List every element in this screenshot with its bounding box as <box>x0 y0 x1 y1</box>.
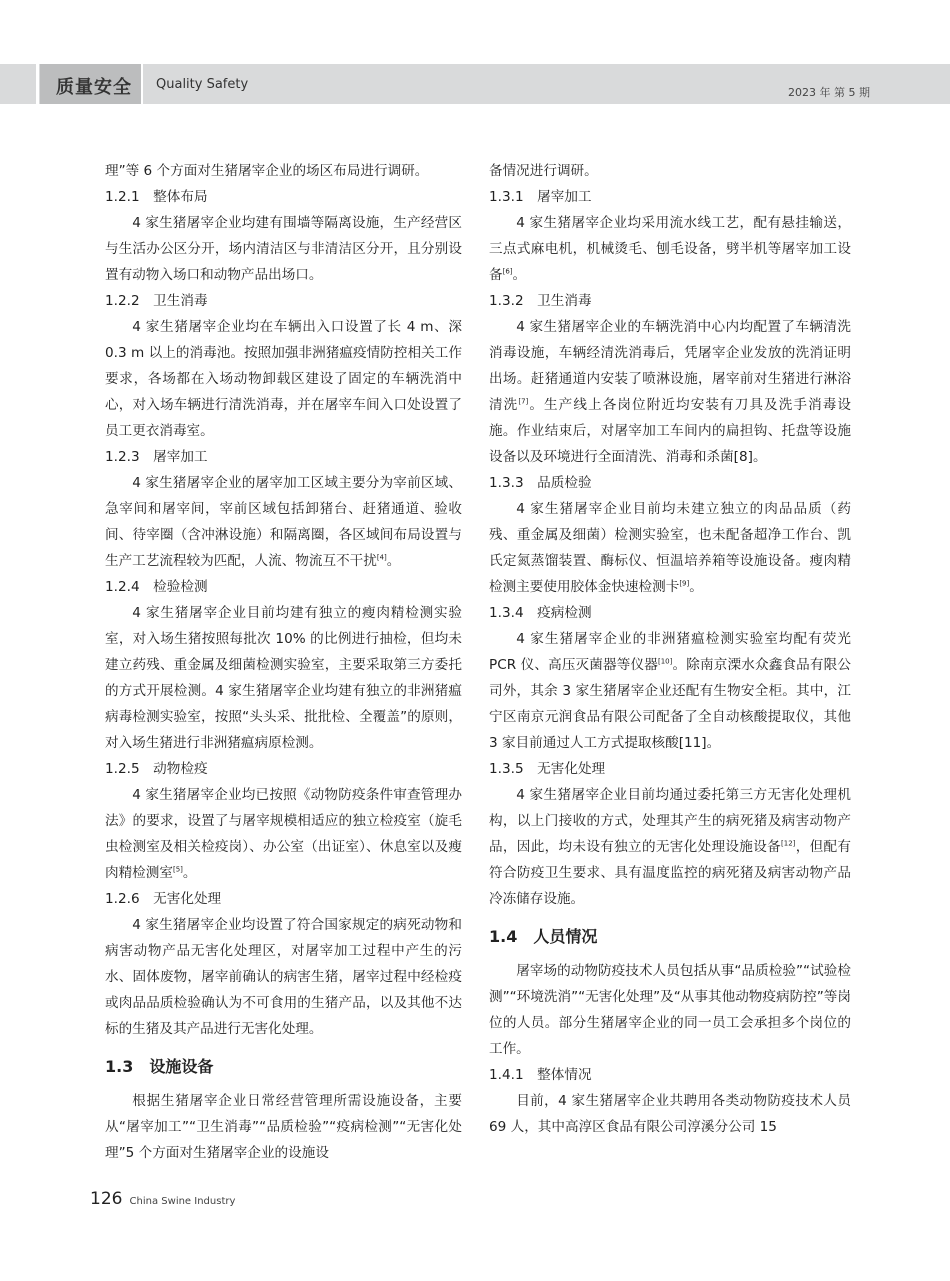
text: 4 家生猪屠宰企业均采用流水线工艺，配有悬挂输送，三点式麻电机，机械烫毛、刨毛设备，劈半机等屠宰加工设备 <box>489 215 851 283</box>
text: 。 <box>182 865 197 881</box>
text: 1.3.4 疫病检测 <box>489 605 592 621</box>
subsection-heading <box>489 288 851 314</box>
paragraph <box>105 210 462 288</box>
citation: [7] <box>518 397 529 406</box>
paragraph <box>105 600 462 756</box>
subsection-heading <box>489 470 851 496</box>
text: 根据生猪屠宰企业日常经营管理所需设施设备，主要从“屠宰加工”“卫生消毒”“品质检验”“疫病检测”“无害化处理”5 个方面对生猪屠宰企业的设施设 <box>105 1093 462 1161</box>
text: 理”等 6 个方面对生猪屠宰企业的场区布局进行调研。 <box>105 163 429 179</box>
citation: [5] <box>172 865 183 874</box>
subsection-heading <box>489 184 851 210</box>
text: 1.2.1 整体布局 <box>105 189 208 205</box>
paragraph <box>105 1088 462 1166</box>
subsection-heading <box>489 600 851 626</box>
text: 1.3.1 屠宰加工 <box>489 189 592 205</box>
text: 1.3.3 品质检验 <box>489 475 592 491</box>
text: 1.2.2 卫生消毒 <box>105 293 208 309</box>
paragraph <box>489 626 851 756</box>
subsection-heading <box>489 1062 851 1088</box>
text: ，但配有符合防疫卫生要求、具有温度监控的病死猪及病害动物产品冷冻储存设施。 <box>489 839 852 907</box>
text: 屠宰场的动物防疫技术人员包括从事“品质检验”“试验检测”“环境洗消”“无害化处理”及“从事其他动物疫病防控”等岗位的人员。部分生猪屠宰企业的同一员工会承担多个岗位的工作。 <box>489 963 851 1057</box>
citation: [9] <box>679 579 690 588</box>
subsection-heading <box>105 184 462 210</box>
header-divider-left <box>36 64 39 104</box>
text: 4 家生猪屠宰企业目前均建有独立的瘦肉精检测实验室，对入场生猪按照每批次 10% 的比例进行抽检，但均未建立药残、重金属及细菌检测实验室，主要采取第三方委托的方式开展检测。4 家生猪屠宰企业均建有独立的非洲猪瘟病毒检测实验室，按照“头头采、批批检、全覆盖”的原则，对入场生猪进行非洲猪瘟病原检测。 <box>105 605 462 751</box>
paragraph <box>105 912 462 1042</box>
text: 1.4 人员情况 <box>489 927 598 946</box>
text: 4 家生猪屠宰企业均设置了符合国家规定的病死动物和病害动物产品无害化处理区，对屠宰加工过程中产生的污水、固体废物，屠宰前确认的病害生猪，屠宰过程中经检疫或肉品品质检验确认为不可食用的生猪产品，以及其他不达标的生猪及其产品进行无害化处理。 <box>105 917 462 1037</box>
text: 4 家生猪屠宰企业的车辆洗消中心内均配置了车辆清洗消毒设施，车辆经清洗消毒后，凭屠宰企业发放的洗消证明出场。赶猪通道内安装了喷淋设施，屠宰前对生猪进行淋浴清洗 <box>489 319 851 413</box>
journal-name: China Swine Industry <box>129 1196 236 1207</box>
subsection-heading <box>105 756 462 782</box>
citation: [10] <box>658 657 673 666</box>
paragraph <box>489 1088 851 1140</box>
page-footer <box>90 1189 235 1209</box>
paragraph <box>489 158 851 184</box>
subsection-heading <box>105 886 462 912</box>
text: 1.2.4 检验检测 <box>105 579 208 595</box>
text: 目前，4 家生猪屠宰企业共聘用各类动物防疫技术人员 69 人，其中高淳区食品有限公司淳溪分公司 15 <box>489 1093 851 1135</box>
subsection-heading <box>105 288 462 314</box>
citation: [4] <box>376 553 387 562</box>
left-column <box>105 158 462 1166</box>
paragraph <box>489 958 851 1062</box>
paragraph <box>105 470 462 574</box>
text: 4 家生猪屠宰企业目前均通过委托第三方无害化处理机构，以上门接收的方式，处理其产生的病死猪及病害动物产品，因此，均未设有独立的无害化处理设施设备 <box>489 787 851 855</box>
text: 。 <box>512 267 527 283</box>
subsection-heading <box>105 574 462 600</box>
section-title-cn: 质量安全 <box>56 77 132 98</box>
paragraph <box>105 782 462 886</box>
page-number: 126 <box>90 1189 123 1209</box>
text: 4 家生猪屠宰企业目前均未建立独立的肉品品质（药残、重金属及细菌）检测实验室，也未配备超净工作台、凯氏定氮蒸馏装置、酶标仪、恒温培养箱等设施设备。瘦肉精检测主要使用胶体金快速检测卡 <box>489 501 851 595</box>
text: 1.2.5 动物检疫 <box>105 761 208 777</box>
citation: [12] <box>781 839 796 848</box>
issue-label: 2023 年 第 5 期 <box>788 86 870 99</box>
text: 1.3 设施设备 <box>105 1057 214 1076</box>
text: 。除南京溧水众鑫食品有限公司外，其余 3 家生猪屠宰企业还配有生物安全柜。其中，江宁区南京元润食品有限公司配备了全自动核酸提取仪，其他 3 家目前通过人工方式提取核酸[11]。 <box>489 657 851 751</box>
text: 1.3.5 无害化处理 <box>489 761 606 777</box>
text: 1.3.2 卫生消毒 <box>489 293 592 309</box>
section-title-en: Quality Safety <box>156 77 249 92</box>
text: 。 <box>689 579 703 595</box>
paragraph <box>105 314 462 444</box>
header-divider-right <box>141 64 143 104</box>
paragraph <box>489 314 851 470</box>
text: 1.2.3 屠宰加工 <box>105 449 208 465</box>
text: 备情况进行调研。 <box>489 163 598 179</box>
citation: [6] <box>502 267 513 276</box>
paragraph <box>489 496 851 600</box>
text: 4 家生猪屠宰企业的非洲猪瘟检测实验室均配有荧光 PCR 仪、高压灭菌器等仪器 <box>489 631 851 673</box>
section-heading <box>489 924 851 950</box>
paragraph <box>105 158 462 184</box>
section-heading <box>105 1054 462 1080</box>
text: 4 家生猪屠宰企业均在车辆出入口设置了长 4 m、深 0.3 m 以上的消毒池。按照加强非洲猪瘟疫情防控相关工作要求，各场都在入场动物卸载区建设了固定的车辆洗消中心，对入场车辆进行清洗消毒，并在屠宰车间入口处设置了员工更衣消毒室。 <box>105 319 462 439</box>
paragraph <box>489 210 851 288</box>
paragraph <box>489 782 851 912</box>
subsection-heading <box>489 756 851 782</box>
text: 。 <box>386 553 401 569</box>
text: 1.4.1 整体情况 <box>489 1067 592 1083</box>
text: 1.2.6 无害化处理 <box>105 891 222 907</box>
text: 4 家生猪屠宰企业的屠宰加工区域主要分为宰前区域、急宰间和屠宰间，宰前区域包括卸猪台、赶猪通道、验收间、待宰圈（含冲淋设施）和隔离圈，各区域间布局设置与生产工艺流程较为匹配，人流、物流互不干扰 <box>105 475 462 569</box>
text: 。生产线上各岗位附近均安装有刀具及洗手消毒设施。作业结束后，对屠宰加工车间内的扁担钩、托盘等设施设备以及环境进行全面清洗、消毒和杀菌[8]。 <box>489 397 852 465</box>
text: 4 家生猪屠宰企业均已按照《动物防疫条件审查管理办法》的要求，设置了与屠宰规模相适应的独立检疫室（旋毛虫检测室及相关检疫岗）、办公室（出证室）、休息室以及瘦肉精检测室 <box>105 787 462 881</box>
right-column <box>489 158 851 1140</box>
text: 4 家生猪屠宰企业均建有围墙等隔离设施，生产经营区与生活办公区分开，场内清洁区与非清洁区分开，且分别设置有动物入场口和动物产品出场口。 <box>105 215 462 283</box>
subsection-heading <box>105 444 462 470</box>
